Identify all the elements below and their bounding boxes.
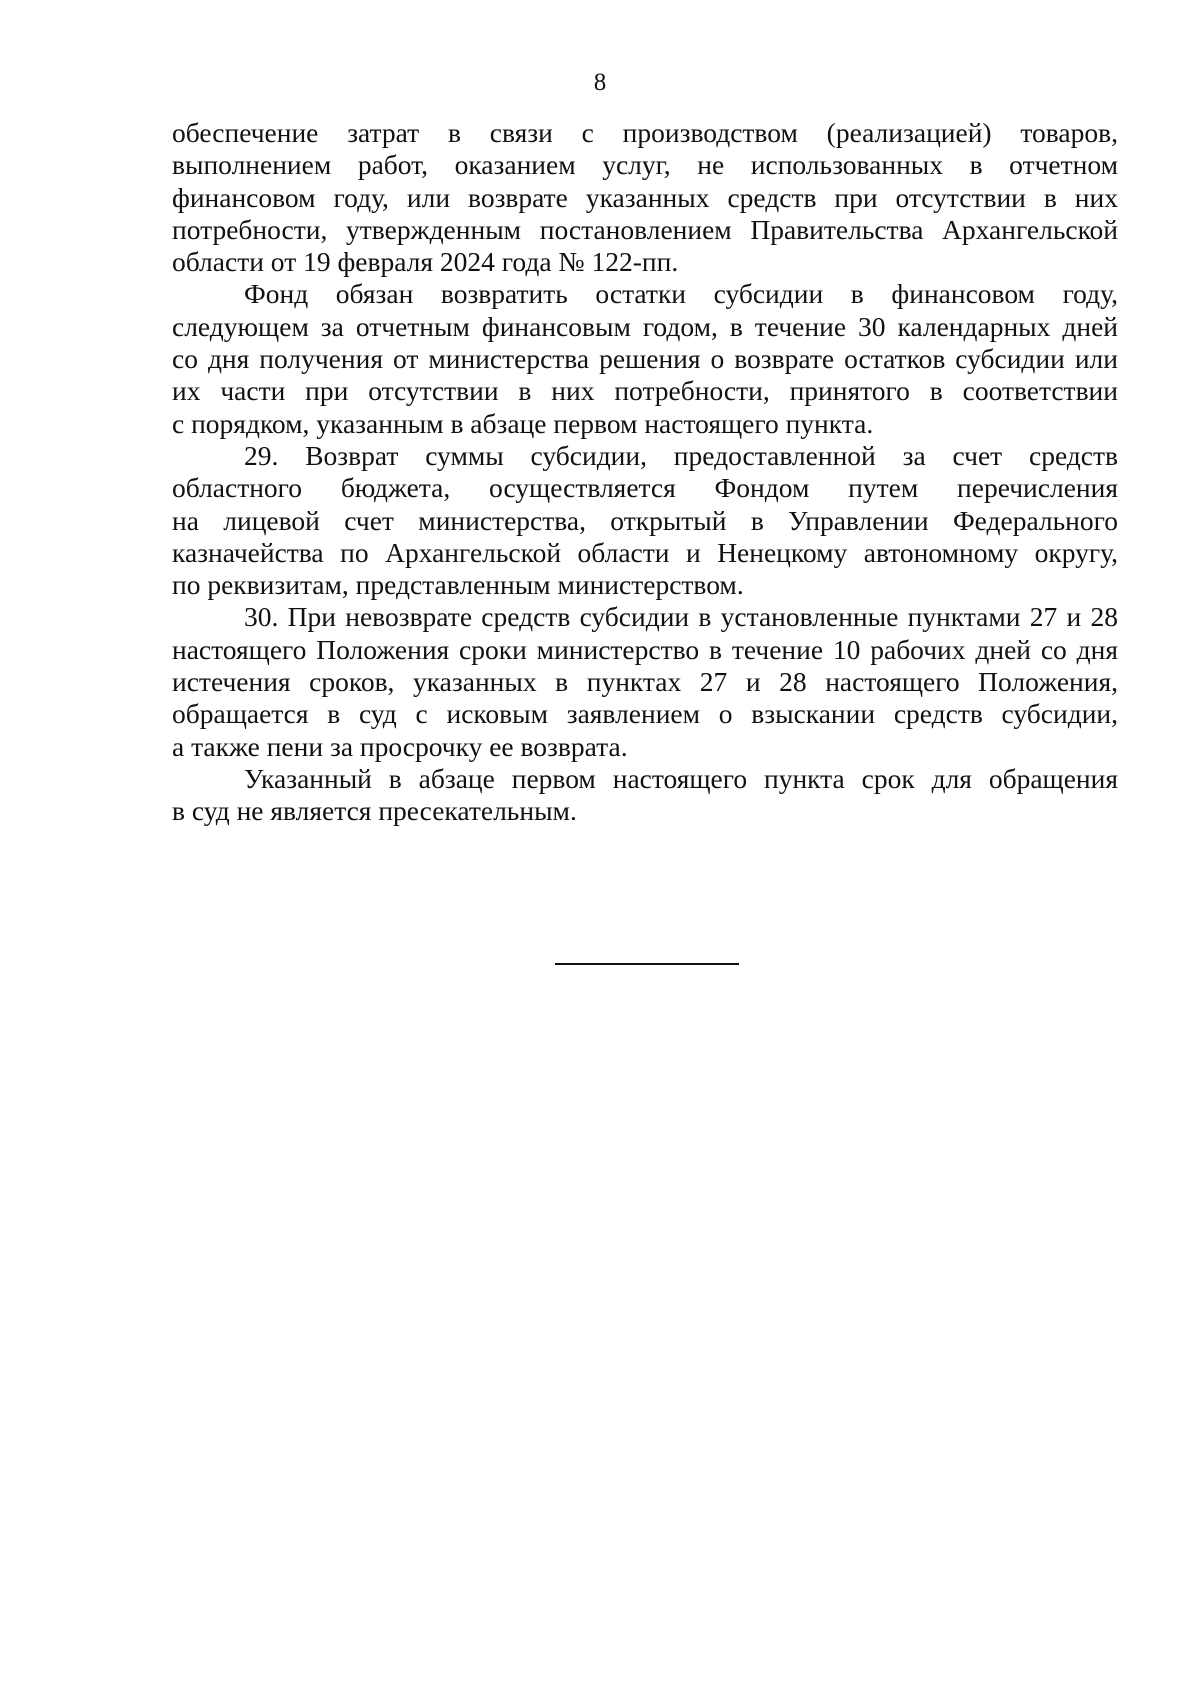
text-line: следующем за отчетным финансовым годом, в течение 30 календарных дней bbox=[172, 310, 1118, 342]
text-line: области от 19 февраля 2024 года № 122-пп. bbox=[172, 246, 679, 278]
text-line: областного бюджета, осуществляется Фондом путем перечисления bbox=[172, 472, 1118, 504]
text-line: с порядком, указанным в абзаце первом настоящего пункта. bbox=[172, 407, 874, 439]
text-line: обращается в суд с исковым заявлением о взыскании средств субсидии, bbox=[172, 698, 1118, 730]
text-line: 30. При невозврате средств субсидии в установленные пунктами 27 и 28 bbox=[244, 601, 1118, 633]
page-number: 8 bbox=[593, 69, 607, 96]
text-line: обеспечение затрат в связи с производством (реализацией) товаров, bbox=[172, 117, 1118, 148]
text-line: в суд не является пресекательным. bbox=[172, 795, 577, 827]
text-line: истечения сроков, указанных в пунктах 27 и 28 настоящего Положения, bbox=[172, 666, 1118, 698]
text-line: их части при отсутствии в них потребности, принятого в соответствии bbox=[172, 375, 1118, 407]
document-body bbox=[172, 117, 1118, 828]
text-line: Указанный в абзаце первом настоящего пункта срок для обращения bbox=[244, 762, 1118, 794]
text-line: потребности, утвержденным постановлением Правительства Архангельской bbox=[172, 213, 1118, 245]
text-line: со дня получения от министерства решения о возврате остатков субсидии или bbox=[172, 343, 1118, 375]
text-line: а также пени за просрочку ее возврата. bbox=[172, 730, 628, 762]
text-line: настоящего Положения сроки министерство в течение 10 рабочих дней со дня bbox=[172, 633, 1118, 665]
end-separator-line bbox=[555, 963, 739, 965]
text-line: по реквизитам, представленным министерством. bbox=[172, 569, 744, 601]
text-line: казначейства по Архангельской области и Ненецкому автономному округу, bbox=[172, 536, 1118, 568]
text-line: выполнением работ, оказанием услуг, не использованных в отчетном bbox=[172, 149, 1118, 181]
text-line: финансовом году, или возврате указанных средств при отсутствии в них bbox=[172, 181, 1118, 213]
text-line: Фонд обязан возвратить остатки субсидии в финансовом году, bbox=[244, 278, 1118, 310]
text-line: 29. Возврат суммы субсидии, предоставленной за счет средств bbox=[244, 439, 1118, 471]
text-line: на лицевой счет министерства, открытый в Управлении Федерального bbox=[172, 504, 1118, 536]
